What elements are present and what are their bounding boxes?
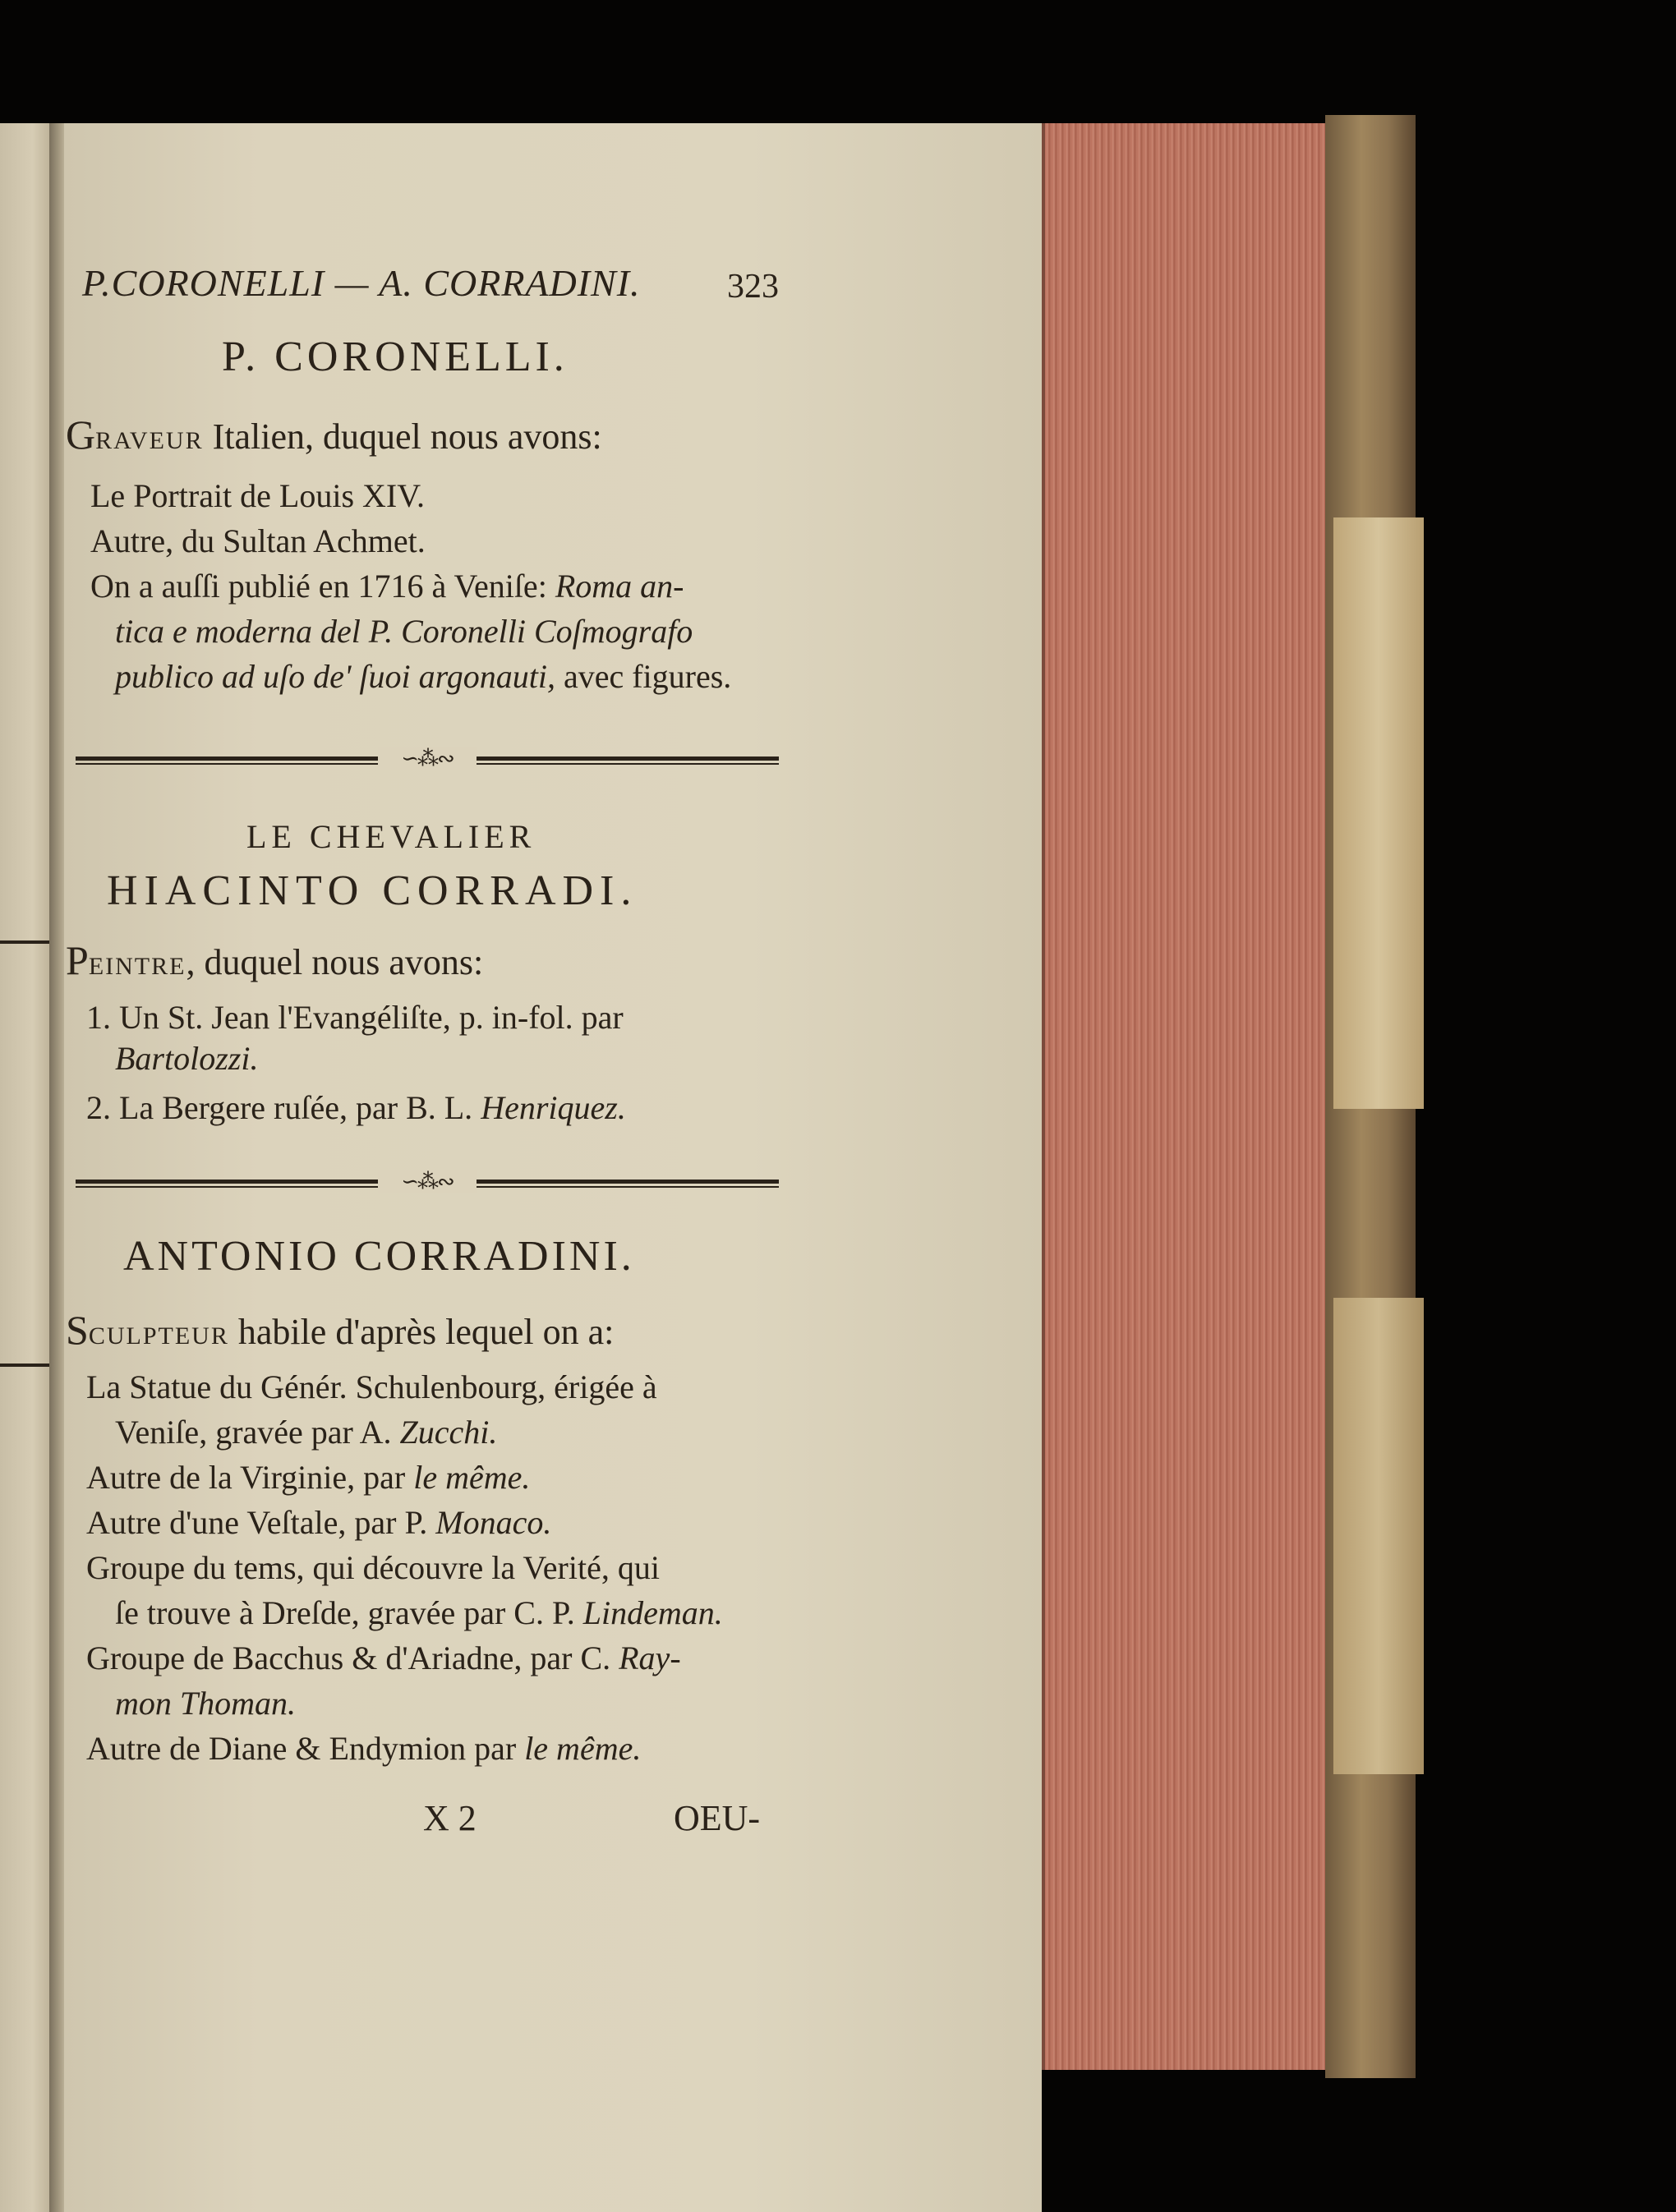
- cover-band: [1333, 1298, 1424, 1774]
- list-item-continued: Veniſe, gravée par A. Zucchi.: [115, 1414, 498, 1451]
- drop-initial: P: [66, 937, 89, 983]
- entry-intro: [66, 936, 483, 984]
- page-number: 323: [727, 268, 779, 306]
- list-item: 1. Un St. Jean l'Evangéliſte, p. in-fol. par: [86, 999, 624, 1036]
- facing-rule: [0, 940, 54, 944]
- running-head: P.CORONELLI — A. CORRADINI.: [82, 262, 641, 304]
- list-item-continued: ſe trouve à Dreſde, gravée par C. P. Lindeman.: [115, 1594, 723, 1631]
- list-item: Autre d'une Veſtale, par P. Monaco.: [86, 1504, 552, 1541]
- small-caps-word: EINTRE: [88, 953, 186, 980]
- list-item: Autre, du Sultan Achmet.: [90, 522, 426, 559]
- ornamental-divider: ∽⁂∾: [76, 1170, 779, 1193]
- list-item-continued: tica e moderna del P. Coronelli Coſmografo: [115, 613, 693, 650]
- drop-initial: S: [66, 1307, 89, 1353]
- intro-text: Italien, duquel nous avons:: [203, 416, 602, 457]
- entry-heading: ANTONIO CORRADINI.: [123, 1233, 635, 1280]
- entry-heading: P. CORONELLI.: [222, 333, 569, 380]
- small-caps-word: RAVEUR: [95, 427, 204, 454]
- list-item-continued: Bartolozzi.: [115, 1040, 259, 1077]
- catchword: OEU-: [674, 1798, 761, 1838]
- list-item: La Statue du Génér. Schulenbourg, érigée à: [86, 1368, 657, 1405]
- list-item: Groupe de Bacchus & d'Ariadne, par C. Ray-: [86, 1639, 681, 1676]
- page-edges: [1042, 123, 1328, 2070]
- list-item: Autre de la Virginie, par le même.: [86, 1459, 531, 1496]
- entry-intro: [66, 411, 602, 458]
- list-item: 2. La Bergere ruſée, par B. L. Henriquez.: [86, 1089, 626, 1126]
- list-item: On a auſſi publié en 1716 à Veniſe: Roma an-: [90, 568, 684, 605]
- list-item: Le Portrait de Louis XIV.: [90, 477, 425, 514]
- list-item-continued: mon Thoman.: [115, 1685, 297, 1722]
- facing-page: [0, 123, 54, 2212]
- intro-text: , duquel nous avons:: [186, 942, 484, 982]
- drop-initial: G: [66, 412, 96, 458]
- entry-heading: HIACINTO CORRADI.: [107, 867, 638, 914]
- entry-intro: [66, 1306, 614, 1354]
- cover-band: [1333, 517, 1424, 1109]
- facing-rule: [0, 1364, 54, 1367]
- list-item: Autre de Diane & Endymion par le même.: [86, 1730, 642, 1767]
- ornamental-divider: ∽⁂∾: [76, 747, 779, 770]
- entry-title-prefix: LE CHEVALIER: [246, 818, 536, 855]
- list-item: Groupe du tems, qui découvre la Verité, qui: [86, 1549, 660, 1586]
- intro-text: habile d'après lequel on a:: [228, 1312, 615, 1352]
- small-caps-word: CULPTEUR: [88, 1322, 229, 1350]
- list-item-continued: publico ad uſo de' ſuoi argonauti, avec figures.: [115, 658, 732, 695]
- signature-mark: X 2: [423, 1798, 477, 1838]
